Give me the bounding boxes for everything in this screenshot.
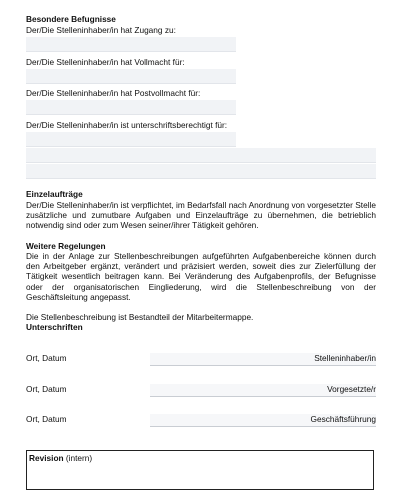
section-title-einzelauftraege: Einzelaufträge [26,189,83,199]
einzelauftraege-text: Der/Die Stelleninhaber/in ist verpflichtet, im Bedarfsfall nach Anordnung von vorgesetzter Stelle zusätzliche und zumutbare Aufgaben und Einzelaufträge zu übernehmen, die betrieblich notwendig sind oder zum Wesen seiner/ihrer Tätigkeit gehören. [26,200,376,231]
regelungen-text: Die in der Anlage zur Stellenbeschreibungen aufgeführten Aufgabenbereiche können durch den Arbeitgeber ergänzt, verändert und präzisiert werden, soweit dies zur Zielerfüllung der Tätigkeit wesentlich beitragen kann. Bei Veränderung des Aufgabenprofils, der Befugnisse oder der organisatorischen Eingliederung, wird die Stellenbeschreibung von der Geschäftsleitung angepasst. [26,251,376,302]
field-label-postvollmacht: Der/Die Stelleninhaber/in hat Postvollmacht für: [26,88,201,98]
field-input-unterschrift-3[interactable] [26,164,376,179]
signature-role-label: Geschäftsführung [310,414,376,424]
field-label-unterschrift: Der/Die Stelleninhaber/in ist unterschriftsberechtigt für: [26,120,228,130]
field-input-unterschrift-2[interactable] [26,148,376,163]
field-input-postvollmacht[interactable] [26,100,236,115]
field-label-vollmacht: Der/Die Stelleninhaber/in hat Vollmacht für: [26,57,185,67]
signature-role-label: Stelleninhaber/in [314,353,376,363]
field-input-zugang[interactable] [26,37,236,52]
field-input-unterschrift-1[interactable] [26,132,236,147]
signature-row-vorgesetzte [26,384,376,398]
section-title-unterschriften: Unterschriften [26,322,83,332]
signature-row-stelleninhaber [26,353,376,367]
regelungen-note: Die Stellenbeschreibung ist Bestandteil der Mitarbeitermappe. [26,312,254,322]
signature-row-geschaeftsfuehrung [26,414,376,428]
field-label-zugang: Der/Die Stelleninhaber/in hat Zugang zu: [26,25,176,35]
signature-place-date-label: Ort, Datum [26,353,67,363]
revision-box[interactable] [26,450,374,490]
revision-suffix: (intern) [63,453,93,463]
section-title-regelungen: Weitere Regelungen [26,241,106,251]
revision-title: Revision [29,453,64,463]
section-title-befugnisse: Besondere Befugnisse [26,14,116,24]
signature-role-label: Vorgesetzte/r [327,384,376,394]
field-input-vollmacht[interactable] [26,69,236,84]
signature-place-date-label: Ort, Datum [26,384,67,394]
signature-place-date-label: Ort, Datum [26,414,67,424]
